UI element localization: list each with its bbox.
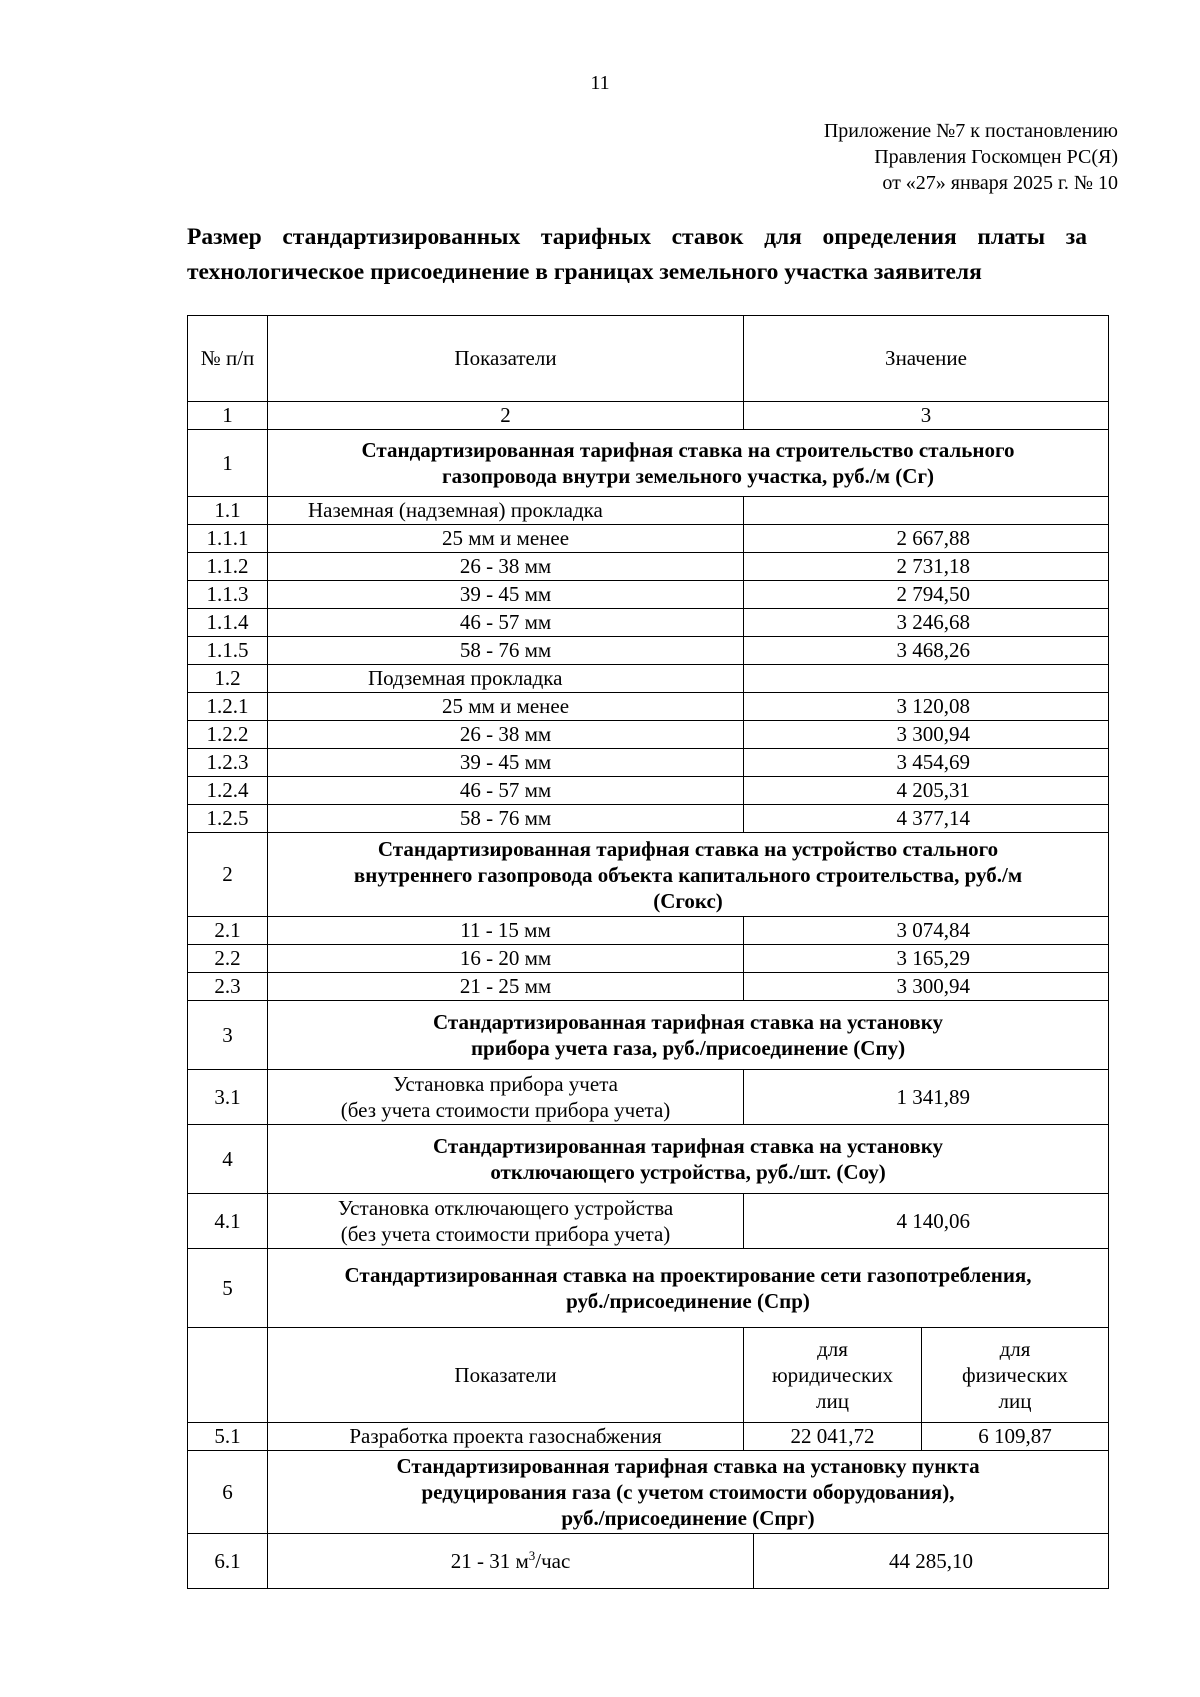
row-value: 3 165,29	[744, 945, 1109, 973]
row-num: 1.2.4	[188, 777, 268, 805]
empty-num	[188, 1328, 268, 1423]
row-num: 1.1.2	[188, 553, 268, 581]
row-label: 39 - 45 мм	[268, 749, 744, 777]
section-title	[268, 1249, 1109, 1328]
row-value: 3 300,94	[744, 721, 1109, 749]
tariff-table	[187, 315, 1109, 1589]
row-label: 25 мм и менее	[268, 693, 744, 721]
table-row	[188, 973, 1109, 1001]
column-number-row	[188, 402, 1109, 430]
row-num: 6.1	[188, 1534, 268, 1589]
subheader-line: юридических	[771, 1363, 894, 1387]
subheader-line: для	[999, 1337, 1031, 1361]
table-row	[188, 1423, 1109, 1451]
subheader-line: лиц	[998, 1389, 1032, 1413]
table-row	[188, 1070, 1109, 1125]
table-row	[188, 609, 1109, 637]
subheader-row	[188, 1328, 1109, 1423]
row-num: 2.2	[188, 945, 268, 973]
table-row	[188, 581, 1109, 609]
subsection-row	[188, 665, 1109, 693]
row-label-text: 21 - 31 м	[450, 1548, 529, 1573]
row-label-superscript: 3	[528, 1547, 536, 1563]
row-num: 2.3	[188, 973, 268, 1001]
row-label: 11 - 15 мм	[268, 917, 744, 945]
row-num: 1.2.5	[188, 805, 268, 833]
header-num: № п/п	[188, 316, 268, 402]
row-num: 1.1	[188, 497, 268, 525]
subheader-line: лиц	[816, 1389, 849, 1413]
table-row	[188, 1194, 1109, 1249]
section-title	[268, 430, 1109, 497]
section-title	[268, 1125, 1109, 1194]
row-label: 58 - 76 мм	[268, 805, 744, 833]
appendix-line: Приложение №7 к постановлению	[823, 120, 1118, 142]
row-value: 4 377,14	[744, 805, 1109, 833]
table-row	[188, 777, 1109, 805]
table-row	[188, 553, 1109, 581]
section-num: 2	[188, 833, 268, 917]
row-label: Разработка проекта газоснабжения	[268, 1423, 744, 1451]
row-label: 26 - 38 мм	[268, 553, 744, 581]
row-value: 3 246,68	[744, 609, 1109, 637]
row-label: 39 - 45 мм	[268, 581, 744, 609]
section-num: 1	[188, 430, 268, 497]
section-title-line: Стандартизированная тарифная ставка на устройство стального	[377, 836, 999, 861]
row-num: 1.1.5	[188, 637, 268, 665]
empty-value	[744, 665, 1109, 693]
row-value: 4 140,06	[744, 1194, 1109, 1249]
subheader-legal	[744, 1328, 922, 1423]
row-num: 1.2.1	[188, 693, 268, 721]
section-title-line: Стандартизированная тарифная ставка на установку пункта	[396, 1454, 980, 1478]
row-label: 21 - 25 мм	[268, 973, 744, 1001]
table-row	[188, 945, 1109, 973]
section-title-line: (Сгокс)	[653, 888, 723, 913]
section-row	[188, 1001, 1109, 1070]
table-row	[188, 525, 1109, 553]
row-num: 1.1.1	[188, 525, 268, 553]
section-title-line: Стандартизированная тарифная ставка на установку	[433, 1134, 944, 1158]
row-value: 3 454,69	[744, 749, 1109, 777]
section-title-line: прибора учета газа, руб./присоединение (Спу)	[470, 1036, 906, 1060]
column-number: 3	[744, 402, 1109, 430]
column-number: 2	[268, 402, 744, 430]
row-num: 1.2.3	[188, 749, 268, 777]
row-label-line: (без учета стоимости прибора учета)	[340, 1098, 671, 1122]
table-row	[188, 693, 1109, 721]
row-num: 1.2	[188, 665, 268, 693]
empty-value	[744, 497, 1109, 525]
row-label	[268, 1194, 744, 1249]
subsection-label: Наземная (надземная) прокладка	[268, 497, 744, 525]
section-title-line: руб./присоединение (Спрг)	[561, 1506, 815, 1530]
row-value: 3 074,84	[744, 917, 1109, 945]
section-num: 6	[188, 1451, 268, 1534]
table-row	[188, 637, 1109, 665]
section-title	[268, 1451, 1109, 1534]
section-row	[188, 833, 1109, 917]
section-num: 5	[188, 1249, 268, 1328]
table-row	[188, 917, 1109, 945]
row-label	[268, 1534, 754, 1589]
subsection-label: Подземная прокладка	[268, 665, 744, 693]
section-title	[268, 1001, 1109, 1070]
row-num: 3.1	[188, 1070, 268, 1125]
row-num: 5.1	[188, 1423, 268, 1451]
section-title	[268, 833, 1109, 917]
row-value: 2 731,18	[744, 553, 1109, 581]
table-row	[188, 721, 1109, 749]
appendix-line: Правления Госкомцен РС(Я)	[874, 146, 1118, 168]
table-row	[188, 749, 1109, 777]
row-value: 1 341,89	[744, 1070, 1109, 1125]
subheader-line: физических	[961, 1363, 1069, 1387]
row-label: 46 - 57 мм	[268, 609, 744, 637]
row-num: 1.2.2	[188, 721, 268, 749]
row-label-line: Установка прибора учета	[393, 1072, 618, 1096]
row-value: 2 794,50	[744, 581, 1109, 609]
row-label: 46 - 57 мм	[268, 777, 744, 805]
subheader-physical	[922, 1328, 1109, 1423]
subheader-line: для	[817, 1337, 848, 1361]
document-title	[187, 220, 1087, 290]
section-title-line: газопровода внутри земельного участка, руб./м (Сг)	[442, 464, 934, 488]
section-title-line: редуцирования газа (с учетом стоимости оборудования),	[421, 1480, 955, 1504]
row-value: 3 300,94	[744, 973, 1109, 1001]
section-title-line: Стандартизированная ставка на проектирование сети газопотребления,	[344, 1263, 1032, 1287]
row-num: 4.1	[188, 1194, 268, 1249]
row-value-legal: 22 041,72	[744, 1423, 922, 1451]
title-line: Размер стандартизированных тарифных ставок для определения платы за	[187, 224, 1087, 250]
section-title-line: внутреннего газопровода объекта капитального строительства, руб./м	[353, 862, 1023, 887]
subsection-row	[188, 497, 1109, 525]
section-row	[188, 1451, 1109, 1534]
table-row	[188, 805, 1109, 833]
section-title-line: отключающего устройства, руб./шт. (Соу)	[490, 1160, 886, 1184]
row-value-physical: 6 109,87	[922, 1423, 1109, 1451]
row-value: 3 120,08	[744, 693, 1109, 721]
row-num: 1.1.3	[188, 581, 268, 609]
section-row	[188, 1249, 1109, 1328]
row-value: 3 468,26	[744, 637, 1109, 665]
header-value: Значение	[744, 316, 1109, 402]
row-label: 26 - 38 мм	[268, 721, 744, 749]
appendix-line: от «27» января 2025 г. № 10	[882, 172, 1118, 194]
row-label-line: Установка отключающего устройства	[337, 1196, 674, 1220]
row-num: 2.1	[188, 917, 268, 945]
section-num: 3	[188, 1001, 268, 1070]
row-label: 25 мм и менее	[268, 525, 744, 553]
row-value: 4 205,31	[744, 777, 1109, 805]
table-header-row	[188, 316, 1109, 402]
row-value: 44 285,10	[754, 1534, 1109, 1589]
section-title-line: Стандартизированная тарифная ставка на строительство стального	[361, 438, 1015, 462]
row-label-text: /час	[535, 1548, 571, 1573]
section-num: 4	[188, 1125, 268, 1194]
row-label: 58 - 76 мм	[268, 637, 744, 665]
row-label	[268, 1070, 744, 1125]
row-num: 1.1.4	[188, 609, 268, 637]
row-label: 16 - 20 мм	[268, 945, 744, 973]
title-line: технологическое присоединение в границах земельного участка заявителя	[187, 259, 982, 285]
section-title-line: Стандартизированная тарифная ставка на установку	[433, 1010, 944, 1034]
section-row	[188, 430, 1109, 497]
section-title-line: руб./присоединение (Спр)	[566, 1289, 810, 1313]
appendix-reference	[824, 118, 1118, 196]
row-value: 2 667,88	[744, 525, 1109, 553]
section-row	[188, 1125, 1109, 1194]
column-number: 1	[188, 402, 268, 430]
header-indicator: Показатели	[268, 316, 744, 402]
row-label-line: (без учета стоимости прибора учета)	[340, 1222, 671, 1246]
table-row	[188, 1534, 1109, 1589]
subheader-indicator: Показатели	[268, 1328, 744, 1423]
page-number: 11	[590, 72, 610, 94]
